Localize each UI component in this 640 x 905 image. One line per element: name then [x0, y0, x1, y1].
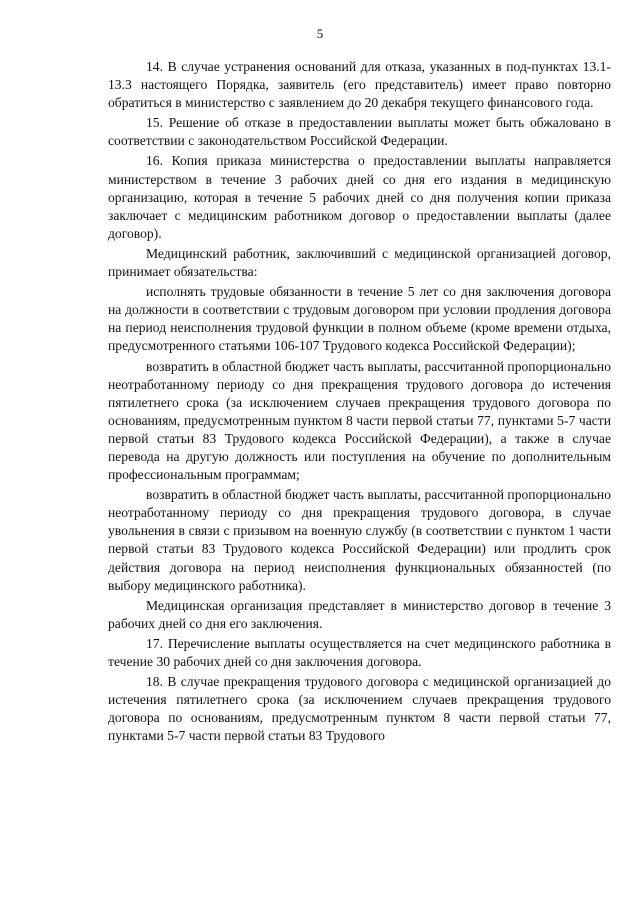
- paragraph-16: 16. Копия приказа министерства о предоставлении выплаты направляется министерством в течение 3 рабочих дней со дня его издания в медицинскую организацию, которая в течение 5 рабочих дней со дня получения копии приказа заключает с медицинским работником договор о предоставлении выплаты (далее договор).: [108, 153, 611, 241]
- page-number: 5: [316, 26, 324, 41]
- paragraph-obligation-work: исполнять трудовые обязанности в течение 5 лет со дня заключения договора на должности в соответствии с трудовым договором при условии продления договора на период неисполнения трудовой функции в полном объеме (кроме времени отдыха, предусмотренного статьями 106-107 Трудового кодекса Российской Федерации);: [108, 284, 611, 354]
- paragraph-17: 17. Перечисление выплаты осуществляется на счет медицинского работника в течение 30 рабочих дней со дня заключения договора.: [108, 635, 611, 669]
- paragraph-14: 14. В случае устранения оснований для отказа, указанных в под-пунктах 13.1-13.3 настоящего Порядка, заявитель (его представитель) имеет право повторно обратиться в министерство с заявлением до 20 декабря текущего финансового года.: [108, 59, 611, 111]
- paragraph-obligations-intro: Медицинский работник, заключивший с медицинской организацией договор, принимает обязательства:: [108, 245, 611, 280]
- paragraph-18: 18. В случае прекращения трудового договора с медицинской организацией до истечения пятилетнего срока (за исключением случаев прекращения трудового договора по основаниям, предусмотренным пунктом 8 части первой статьи 77, пунктами 5-7 части первой статьи 83 Трудового: [108, 674, 611, 744]
- paragraph-contract-submission: Медицинская организация представляет в министерство договор в течение 3 рабочих дней со дня его заключения.: [108, 597, 611, 631]
- paragraph-obligation-return: возвратить в областной бюджет часть выплаты, рассчитанной пропорционально неотработанному периоду со дня прекращения трудового договора до истечения пятилетнего срока (за исключением случаев прекращения трудового договора по основаниям, предусмотренным пунктом 8 части первой статьи 77, пунктами 5-7 части первой статьи 83 Трудового кодекса Российской Федерации), а также в случае перевода на другую должность или поступления на обучение по дополнительным профессиональным программам;: [108, 358, 611, 483]
- document-body: [108, 58, 611, 745]
- paragraph-obligation-military: возвратить в областной бюджет часть выплаты, рассчитанной пропорционально неотработанному периоду со дня прекращения трудового договора, в случае увольнения в связи с призывом на военную службу (в соответствии с пунктом 1 части первой статьи 83 Трудового кодекса Российской Федерации) или продлить срок действия договора на период неисполнения функциональных обязанностей (по выбору медицинского работника).: [108, 487, 611, 593]
- paragraph-15: 15. Решение об отказе в предоставлении выплаты может быть обжаловано в соответствии с законодательством Российской Федерации.: [108, 115, 611, 149]
